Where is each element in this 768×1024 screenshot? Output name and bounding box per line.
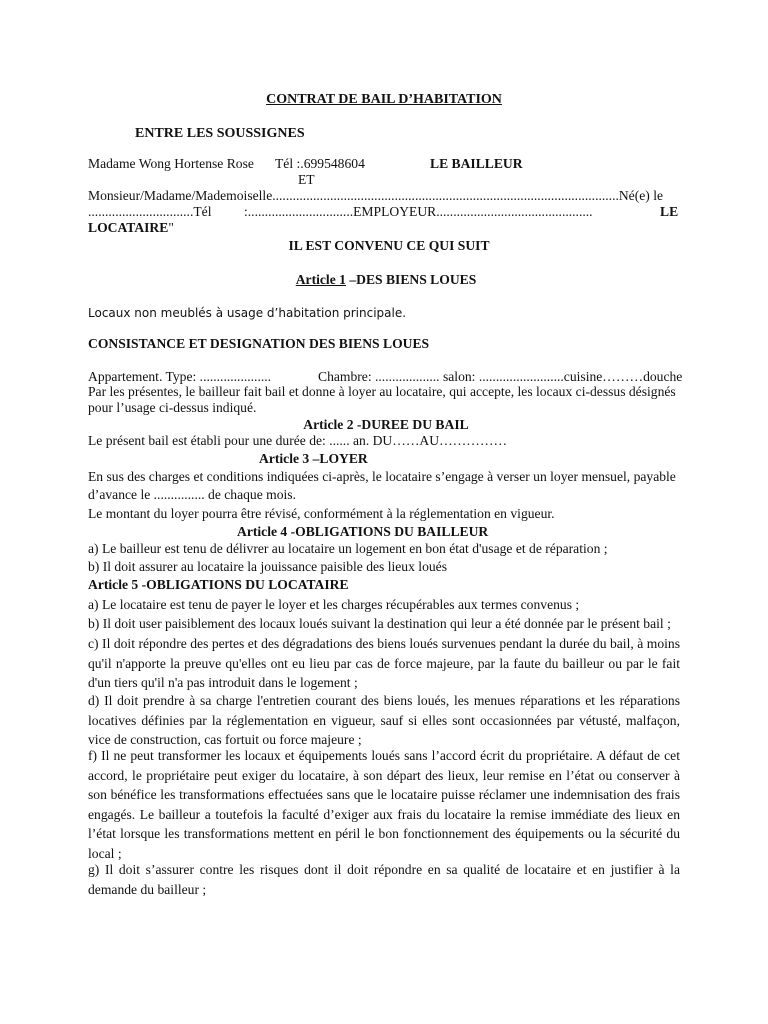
article-5-b: b) Il doit user paisiblement des locaux loués suivant la destination qui leur a été donnée par le présent bail ; [88, 616, 671, 631]
article-5-c: c) Il doit répondre des pertes et des dégradations des biens loués survenues pendant la durée du bail, à moins qu'il n'apporte la preuve qu'elles ont eu lieu par cas de force majeure, par la faute du bailleur ou par le fait d'un tiers qu'il n'a pas introduit dans le logement ; [88, 636, 680, 690]
between-heading: ENTRE LES SOUSSIGNES [135, 126, 305, 141]
apartment-type: Appartement. Type: ..................... [88, 369, 272, 384]
article-5-a: a) Le locataire est tenu de payer le loyer et les charges récupérables aux termes convenus ; [88, 597, 580, 612]
and-word: ET [298, 172, 315, 187]
tenant-role-quote: " [168, 220, 174, 235]
article-4-a: a) Le bailleur est tenu de délivrer au locataire un logement en bon état d'usage et de réparation ; [88, 541, 608, 556]
article-4-heading: Article 4 -OBLIGATIONS DU BAILLEUR [237, 524, 489, 539]
lessor-role: LE BAILLEUR [430, 156, 523, 171]
tenant-role-le: LE [660, 204, 679, 219]
article-5-heading: Article 5 -OBLIGATIONS DU LOCATAIRE [88, 577, 349, 592]
article-1-label: Article 1 [295, 272, 346, 287]
article-1-heading [0, 272, 768, 288]
tenant-line-1: Monsieur/Madame/Mademoiselle......................................................................................................Né(e) le [88, 188, 664, 203]
agreed-heading: IL EST CONVENU CE QUI SUIT [288, 238, 490, 253]
article-1-text: Locaux non meublés à usage d’habitation principale. [88, 306, 407, 320]
article-5-f: f) Il ne peut transformer les locaux et équipements loués sans l’accord écrit du propriétaire. A défaut de cet accord, le propriétaire peut exiger du locataire, à son départ des lieux, leur remise en l’état ou conserver à son bénéfice les transformations effectuées sans que le locataire puisse réclamer une indemnisation des frais engagés. Le bailleur a toutefois la faculté d’exiger aux frais du locataire la remise immédiate des lieux en l’état lorsque les transformations mettent en péril le bon fonctionnement des équipements ou la sécurité du local ; [88, 748, 680, 861]
article-3-text-2: d’avance le ............... de chaque mois. [88, 487, 296, 502]
article-2-text: Le présent bail est établi pour une durée de: ...... an. DU……AU…………… [88, 433, 508, 448]
article-5-d: d) Il doit prendre à sa charge l'entretien courant des biens loués, les menues réparations et les réparations locatives définies par la réglementation en vigueur, sauf si elles sont occasionnées par vétusté, malfaçon, vice de construction, cas fortuit ou force majeure ; [88, 693, 680, 747]
article-3-text-3: Le montant du loyer pourra être révisé, conformément à la réglementation en vigueur. [88, 506, 555, 521]
article-3-text-1: En sus des charges et conditions indiquées ci-après, le locataire s’engage à verser un loyer mensuel, payable [88, 469, 676, 484]
apartment-text-1: Par les présentes, le bailleur fait bail et donne à loyer au locataire, qui accepte, les locaux ci-dessus désignés [88, 384, 676, 399]
article-4-b: b) Il doit assurer au locataire la jouissance paisible des lieux loués [88, 559, 447, 574]
tenant-role-word: LOCATAIRE [88, 220, 169, 235]
tenant-role-line [88, 220, 174, 236]
contract-title: CONTRAT DE BAIL D’HABITATION [266, 92, 502, 107]
article-5-g: g) Il doit s’assurer contre les risques dont il doit répondre en sa qualité de locataire et en justifier à la demande du bailleur ; [88, 862, 680, 897]
tenant-line-2-a: ...............................Tél [88, 204, 212, 219]
article-1-title: –DES BIENS LOUES [345, 272, 477, 287]
lessor-phone: Tél :.699548604 [275, 156, 365, 171]
article-2-heading: Article 2 -DUREE DU BAIL [303, 417, 469, 432]
lessor-name: Madame Wong Hortense Rose [88, 156, 254, 171]
apartment-rooms: Chambre: ................... salon: .........................cuisine………douche [318, 369, 683, 384]
consistency-heading: CONSISTANCE ET DESIGNATION DES BIENS LOUES [88, 336, 430, 351]
article-3-heading: Article 3 –LOYER [259, 451, 368, 466]
tenant-line-2-b: :...............................EMPLOYEUR.............................................. [244, 204, 593, 219]
apartment-text-2: pour l’usage ci-dessus indiqué. [88, 400, 257, 415]
